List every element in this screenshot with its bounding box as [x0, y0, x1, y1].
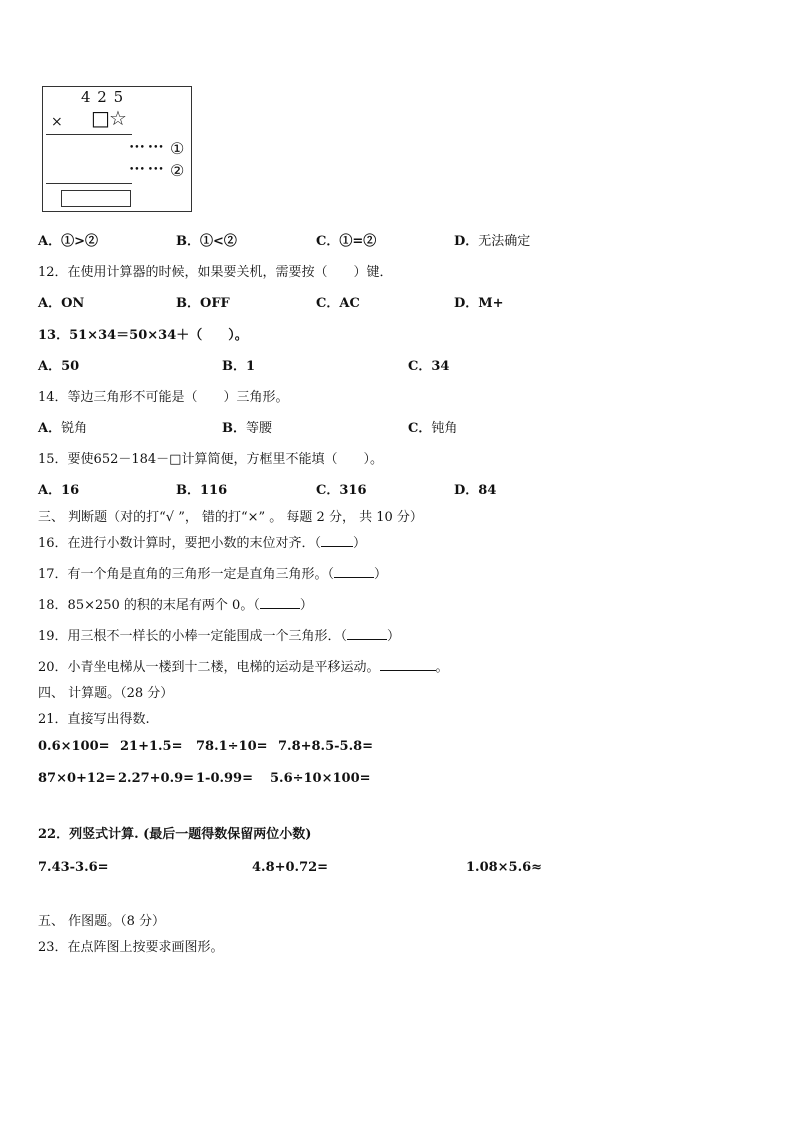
q14-text: 14．等边三角形不可能是（ ）三角形。: [38, 390, 289, 405]
q15-option-d: D．84: [454, 483, 497, 498]
q14-option-b: B．等腰: [222, 421, 273, 436]
figure-star-icon: ☆: [109, 106, 127, 130]
q16-answer-blank[interactable]: [321, 534, 353, 547]
q17-answer-blank[interactable]: [334, 565, 374, 578]
q12-option-d: D．M+: [454, 296, 504, 311]
figure-multiplicand: 4 2 5: [81, 88, 125, 106]
q21-item: 1-0.99=: [196, 771, 253, 786]
multiplication-figure: [42, 86, 192, 212]
q17-text: 17．有一个角是直角的三角形一定是直角三角形。（ ）: [38, 567, 388, 582]
q12-option-a: A．ON: [38, 296, 85, 311]
figure-times-sign: ×: [51, 114, 63, 130]
q12-option-b: B．OFF: [176, 296, 230, 311]
q11-option-d: D．无法确定: [454, 234, 531, 249]
q15-text: 15．要使652－184－□计算简便，方框里不能填（ ）。: [38, 452, 383, 467]
q13-option-b: B．1: [222, 359, 256, 374]
q15-option-a: A．16: [38, 483, 80, 498]
q11-option-c: C．①=②: [316, 234, 377, 249]
figure-row2-mark: ②: [170, 161, 185, 180]
q12-option-c: C．AC: [316, 296, 360, 311]
q21-item: 5.6÷10×100=: [270, 771, 371, 786]
figure-row1-mark: ①: [170, 139, 185, 158]
q23-text: 23．在点阵图上按要求画图形。: [38, 940, 224, 955]
q15-option-c: C．316: [316, 483, 367, 498]
q14-option-c: C．钝角: [408, 421, 458, 436]
figure-line-2: [46, 183, 132, 184]
figure-row1-dots: ••• •••: [129, 143, 164, 153]
q18-text: 18．85×250 的积的末尾有两个 0。（ ）: [38, 598, 313, 613]
q14-option-a: A．锐角: [38, 421, 88, 436]
q12-text: 12．在使用计算器的时候，如果要关机，需要按（ ）键．: [38, 265, 393, 280]
q22-item: 1.08×5.6≈: [466, 860, 543, 875]
q21-item: 7.8+8.5-5.8=: [278, 739, 374, 754]
section5-heading: 五、 作图题。（8 分）: [38, 914, 166, 929]
q20-answer-blank[interactable]: [380, 658, 436, 671]
q18-answer-blank[interactable]: [260, 596, 300, 609]
figure-answer-box: [61, 190, 131, 207]
section3-heading: 三、 判断题（对的打“√ ”， 错的打“×” 。 每题 2 分， 共 10 分）: [38, 510, 423, 525]
q13-option-a: A．50: [38, 359, 80, 374]
q11-option-a: A．①>②: [38, 234, 98, 249]
q22-item: 7.43-3.6=: [38, 860, 109, 875]
q19-text: 19．用三根不一样长的小棒一定能围成一个三角形．（ ）: [38, 629, 401, 644]
figure-box-icon: □: [91, 106, 110, 130]
q21-item: 21+1.5=: [120, 739, 183, 754]
figure-row2-dots: ••• •••: [129, 165, 164, 175]
q19-answer-blank[interactable]: [347, 627, 387, 640]
section4-heading: 四、 计算题。（28 分）: [38, 686, 174, 701]
q13-option-c: C．34: [408, 359, 450, 374]
q22-item: 4.8+0.72=: [252, 860, 329, 875]
q21-item: 87×0+12=: [38, 771, 116, 786]
q20-text: 20．小青坐电梯从一楼到十二楼，电梯的运动是平移运动。 。: [38, 660, 449, 675]
q16-text: 16．在进行小数计算时，要把小数的末位对齐．（ ）: [38, 536, 367, 551]
figure-line-1: [46, 134, 132, 135]
q22-text: 22．列竖式计算. (最后一题得数保留两位小数): [38, 827, 312, 842]
q21-text: 21．直接写出得数.: [38, 712, 150, 727]
q13-text: 13．51×34＝50×34＋（ ）。: [38, 328, 248, 343]
q11-option-b: B．①<②: [176, 234, 237, 249]
q21-item: 0.6×100=: [38, 739, 110, 754]
q21-item: 78.1÷10=: [196, 739, 268, 754]
q21-item: 2.27+0.9=: [118, 771, 195, 786]
q15-option-b: B．116: [176, 483, 228, 498]
